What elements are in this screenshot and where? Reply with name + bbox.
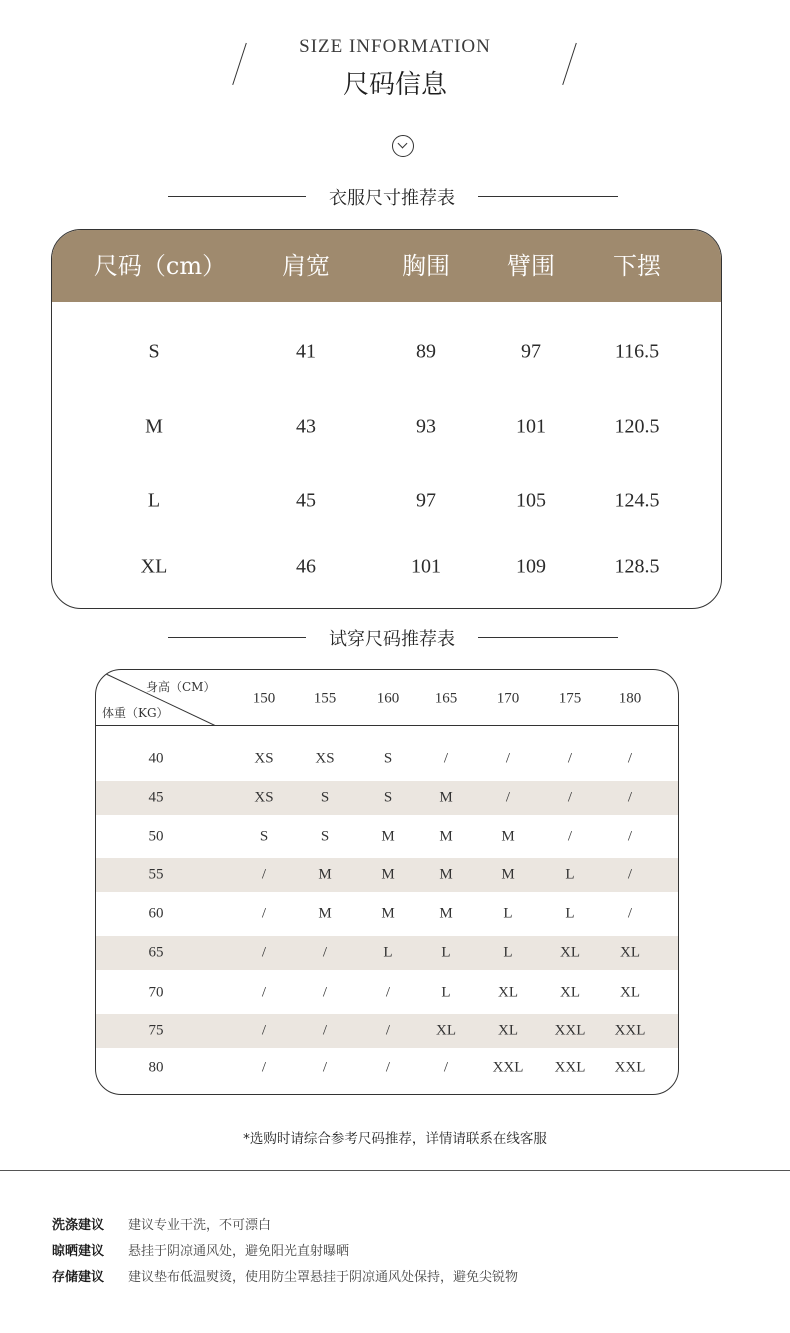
- size-value: 43: [296, 415, 316, 438]
- size-recommendation: /: [627, 789, 633, 806]
- weight-label: 75: [148, 1022, 164, 1039]
- size-value: 105: [516, 489, 546, 512]
- size-recommendation: /: [505, 789, 511, 806]
- height-header: 155: [313, 690, 337, 707]
- care-washing: [52, 1214, 271, 1233]
- care-text: 建议垫布低温熨烫，使用防尘罩悬挂于阴凉通风处保持，避免尖锐物: [128, 1270, 519, 1285]
- size-value: 120.5: [614, 415, 660, 438]
- size-value: 97: [416, 489, 436, 512]
- height-axis-label: 身高（CM）: [146, 680, 216, 694]
- size-recommendation: XL: [436, 1022, 456, 1039]
- size-recommendation: S: [320, 828, 330, 845]
- divider-line: [168, 637, 306, 638]
- size-table-title: 衣服尺寸推荐表: [329, 188, 455, 209]
- size-recommendation: S: [383, 789, 393, 806]
- size-recommendation: M: [381, 905, 395, 922]
- size-recommendation: /: [385, 1022, 391, 1039]
- size-recommendation: /: [261, 944, 267, 961]
- weight-label: 70: [148, 984, 164, 1001]
- size-recommendation: /: [443, 1059, 449, 1076]
- column-header: 下摆: [613, 252, 661, 280]
- try-table-title: 试穿尺码推荐表: [329, 629, 455, 650]
- size-recommendation: /: [261, 866, 267, 883]
- size-recommendation: /: [385, 984, 391, 1001]
- size-recommendation: /: [261, 905, 267, 922]
- size-value: 89: [416, 340, 436, 363]
- size-value: 101: [411, 555, 441, 578]
- height-header: 165: [434, 690, 458, 707]
- size-recommendation: /: [322, 1059, 328, 1076]
- weight-label: 50: [148, 828, 164, 845]
- size-recommendation: XL: [620, 944, 640, 961]
- weight-label: 65: [148, 944, 164, 961]
- care-label: 晾晒建议: [52, 1244, 105, 1259]
- size-recommendation: /: [385, 1059, 391, 1076]
- size-recommendation: /: [261, 1022, 267, 1039]
- size-recommendation: M: [381, 866, 395, 883]
- size-value: 97: [521, 340, 541, 363]
- size-recommendation: XL: [560, 944, 580, 961]
- size-recommendation: /: [627, 828, 633, 845]
- size-recommendation: XS: [254, 750, 274, 767]
- size-value: 116.5: [614, 340, 660, 363]
- size-recommendation: L: [503, 944, 513, 961]
- size-recommendation: /: [322, 944, 328, 961]
- size-value: 128.5: [614, 555, 660, 578]
- divider-line: [168, 196, 306, 197]
- size-recommendation: M: [439, 866, 453, 883]
- divider-line: [478, 637, 618, 638]
- size-value: 45: [296, 489, 316, 512]
- weight-label: 80: [148, 1059, 164, 1076]
- column-header: 胸围: [402, 252, 450, 280]
- chevron-down-icon: [392, 135, 414, 157]
- size-recommendation: XS: [315, 750, 335, 767]
- size-value: 41: [296, 340, 316, 363]
- size-recommendation: M: [501, 828, 515, 845]
- size-value: 109: [516, 555, 546, 578]
- size-recommendation: XXL: [554, 1022, 586, 1039]
- size-recommendation: XXL: [614, 1022, 646, 1039]
- height-header: 150: [252, 690, 276, 707]
- size-recommendation: XXL: [614, 1059, 646, 1076]
- size-recommendation: M: [318, 905, 332, 922]
- size-recommendation: L: [565, 905, 575, 922]
- weight-label: 45: [148, 789, 164, 806]
- size-value: 124.5: [614, 489, 660, 512]
- size-recommendation: S: [259, 828, 269, 845]
- size-recommendation: M: [318, 866, 332, 883]
- care-label: 洗涤建议: [52, 1218, 105, 1233]
- size-recommendation: L: [383, 944, 393, 961]
- weight-label: 40: [148, 750, 164, 767]
- care-text: 悬挂于阴凉通风处，避免阳光直射曝晒: [128, 1244, 350, 1259]
- size-recommendation: XL: [620, 984, 640, 1001]
- care-text: 建议专业干洗，不可漂白: [128, 1218, 272, 1233]
- column-header: 臂围: [507, 252, 555, 280]
- size-value: 101: [516, 415, 546, 438]
- size-recommendation: L: [565, 866, 575, 883]
- section-divider: [0, 1170, 790, 1171]
- height-header: 160: [376, 690, 400, 707]
- size-recommendation: /: [322, 984, 328, 1001]
- size-recommendation: M: [439, 905, 453, 922]
- size-recommendation: M: [381, 828, 395, 845]
- size-recommendation: /: [261, 1059, 267, 1076]
- weight-label: 55: [148, 866, 164, 883]
- size-recommendation: /: [505, 750, 511, 767]
- height-header: 175: [558, 690, 582, 707]
- size-recommendation: XXL: [492, 1059, 524, 1076]
- size-value: 46: [296, 555, 316, 578]
- size-recommendation: S: [383, 750, 393, 767]
- size-recommendation: L: [441, 984, 451, 1001]
- size-recommendation: /: [567, 750, 573, 767]
- purchase-note: *选购时请综合参考尺码推荐，详情请联系在线客服: [243, 1131, 547, 1147]
- size-recommendation: XS: [254, 789, 274, 806]
- size-recommendation: L: [503, 905, 513, 922]
- try-on-table: [95, 669, 679, 1095]
- header-rule: [96, 725, 678, 726]
- size-recommendation: /: [261, 984, 267, 1001]
- size-label: M: [145, 415, 163, 438]
- divider-line: [478, 196, 618, 197]
- care-label: 存储建议: [52, 1270, 105, 1285]
- column-header: 尺码（cm）: [93, 252, 227, 280]
- size-table-header: [52, 230, 721, 302]
- size-label: XL: [140, 555, 168, 578]
- weight-label: 60: [148, 905, 164, 922]
- size-recommendation: XL: [498, 1022, 518, 1039]
- english-title: SIZE INFORMATION: [299, 36, 491, 57]
- size-recommendation: M: [501, 866, 515, 883]
- size-recommendation: /: [443, 750, 449, 767]
- size-recommendation: XL: [498, 984, 518, 1001]
- column-header: 肩宽: [282, 252, 330, 280]
- size-recommendation: /: [627, 905, 633, 922]
- size-recommendation: L: [441, 944, 451, 961]
- size-recommendation: /: [627, 866, 633, 883]
- size-label: L: [147, 489, 161, 512]
- care-storage: [52, 1266, 518, 1285]
- chinese-title: 尺码信息: [342, 70, 447, 100]
- size-recommendation: /: [322, 1022, 328, 1039]
- size-table: [51, 229, 722, 609]
- size-recommendation: /: [627, 750, 633, 767]
- size-recommendation: M: [439, 789, 453, 806]
- height-header: 180: [618, 690, 642, 707]
- size-recommendation: S: [320, 789, 330, 806]
- size-recommendation: M: [439, 828, 453, 845]
- size-recommendation: /: [567, 789, 573, 806]
- size-label: S: [148, 340, 160, 363]
- height-header: 170: [496, 690, 520, 707]
- size-recommendation: /: [567, 828, 573, 845]
- weight-axis-label: 体重（KG）: [102, 706, 169, 720]
- care-drying: [52, 1240, 349, 1259]
- size-recommendation: XL: [560, 984, 580, 1001]
- size-recommendation: XXL: [554, 1059, 586, 1076]
- size-value: 93: [416, 415, 436, 438]
